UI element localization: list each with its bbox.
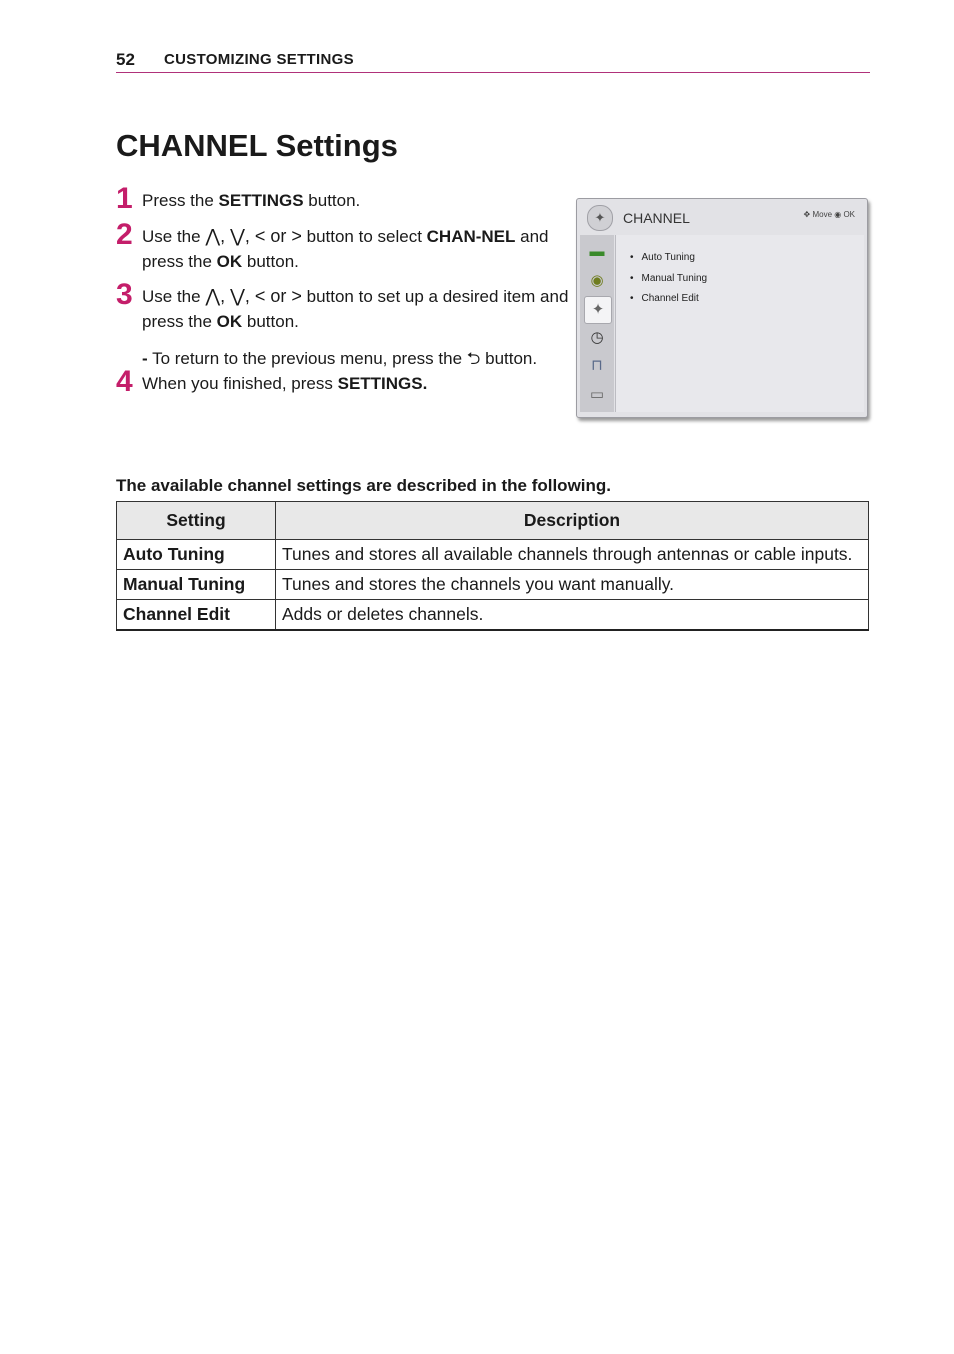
- tv-menu-screenshot: [576, 198, 868, 418]
- step-text: Use the: [142, 287, 206, 306]
- page-number: 52: [116, 50, 135, 69]
- lock-icon: ⊓: [591, 357, 603, 374]
- move-icon: ✥: [803, 210, 813, 219]
- step-number: 4: [116, 365, 133, 398]
- step-text: Press the: [142, 191, 219, 210]
- tv-menu-panel: [615, 235, 864, 412]
- step-4: [116, 365, 572, 398]
- tv-menu-item: • Auto Tuning: [630, 252, 695, 263]
- table-caption: The available channel settings are described in the following.: [116, 476, 612, 495]
- step-text: button to set up a desired item and press the: [142, 287, 569, 331]
- settings-table: [116, 501, 869, 631]
- table-header-row: [117, 502, 869, 540]
- tv-menu-hint: [804, 210, 855, 219]
- setting-name: Channel Edit: [117, 600, 276, 631]
- page-header: [116, 48, 870, 73]
- tv-menu-item: • Channel Edit: [630, 293, 699, 304]
- step-bold: OK: [216, 312, 243, 331]
- step-bold: SETTINGS: [218, 191, 304, 210]
- step-number: 2: [116, 218, 133, 251]
- note-text: To return to the previous menu, press the: [147, 349, 467, 368]
- step-1: [116, 182, 572, 215]
- tv-menu-item-label: Auto Tuning: [641, 252, 695, 263]
- step-note: [116, 346, 572, 371]
- step-number: 3: [116, 278, 133, 311]
- option-icon: ▭: [589, 386, 605, 403]
- hint-text: Move ◉ OK: [812, 210, 855, 219]
- table-row: [117, 570, 869, 600]
- table-row: [117, 540, 869, 570]
- setting-name: Auto Tuning: [117, 540, 276, 570]
- setting-description: Adds or deletes channels.: [276, 600, 869, 631]
- section-name: CUSTOMIZING SETTINGS: [164, 51, 354, 68]
- arrow-keys-icon: ⋀, ⋁, < or >: [205, 226, 302, 246]
- step-number: 1: [116, 182, 133, 215]
- setting-name: Manual Tuning: [117, 570, 276, 600]
- tv-menu-item-label: Channel Edit: [641, 293, 699, 304]
- arrow-keys-icon: ⋀, ⋁, < or >: [205, 286, 302, 306]
- step-text: and press the: [142, 227, 549, 271]
- tv-menu-sidebar: [580, 235, 614, 412]
- note-text: button.: [480, 349, 538, 368]
- step-3: [116, 278, 572, 334]
- channel-icon: ✦: [584, 296, 612, 324]
- page-title: CHANNEL Settings: [116, 128, 398, 163]
- picture-icon: ▬: [589, 243, 605, 260]
- step-bold: SETTINGS.: [337, 374, 428, 393]
- time-icon: ◷: [590, 329, 604, 346]
- step-text: button.: [242, 312, 299, 331]
- steps-list: [116, 182, 572, 398]
- step-text: button.: [242, 252, 299, 271]
- satellite-icon: ✦: [587, 205, 613, 231]
- tv-menu-item: • Manual Tuning: [630, 273, 708, 284]
- audio-icon: ◉: [590, 272, 604, 289]
- column-header: Setting: [117, 502, 276, 540]
- step-text: Use the: [142, 227, 206, 246]
- table-row: [117, 600, 869, 631]
- back-icon: ⮌: [466, 349, 481, 368]
- setting-description: Tunes and stores the channels you want manually.: [276, 570, 869, 600]
- step-text: When you finished, press: [142, 374, 338, 393]
- step-text: button to select: [301, 227, 427, 246]
- tv-menu-title: CHANNEL: [623, 210, 690, 226]
- step-text: button.: [303, 191, 361, 210]
- step-bold: OK: [216, 252, 243, 271]
- setting-description: Tunes and stores all available channels through antennas or cable inputs.: [276, 540, 869, 570]
- step-bold: CHAN-NEL: [426, 227, 516, 246]
- column-header: Description: [276, 502, 869, 540]
- step-2: [116, 218, 572, 274]
- note-dash: -: [142, 349, 148, 368]
- tv-menu-item-label: Manual Tuning: [641, 273, 708, 284]
